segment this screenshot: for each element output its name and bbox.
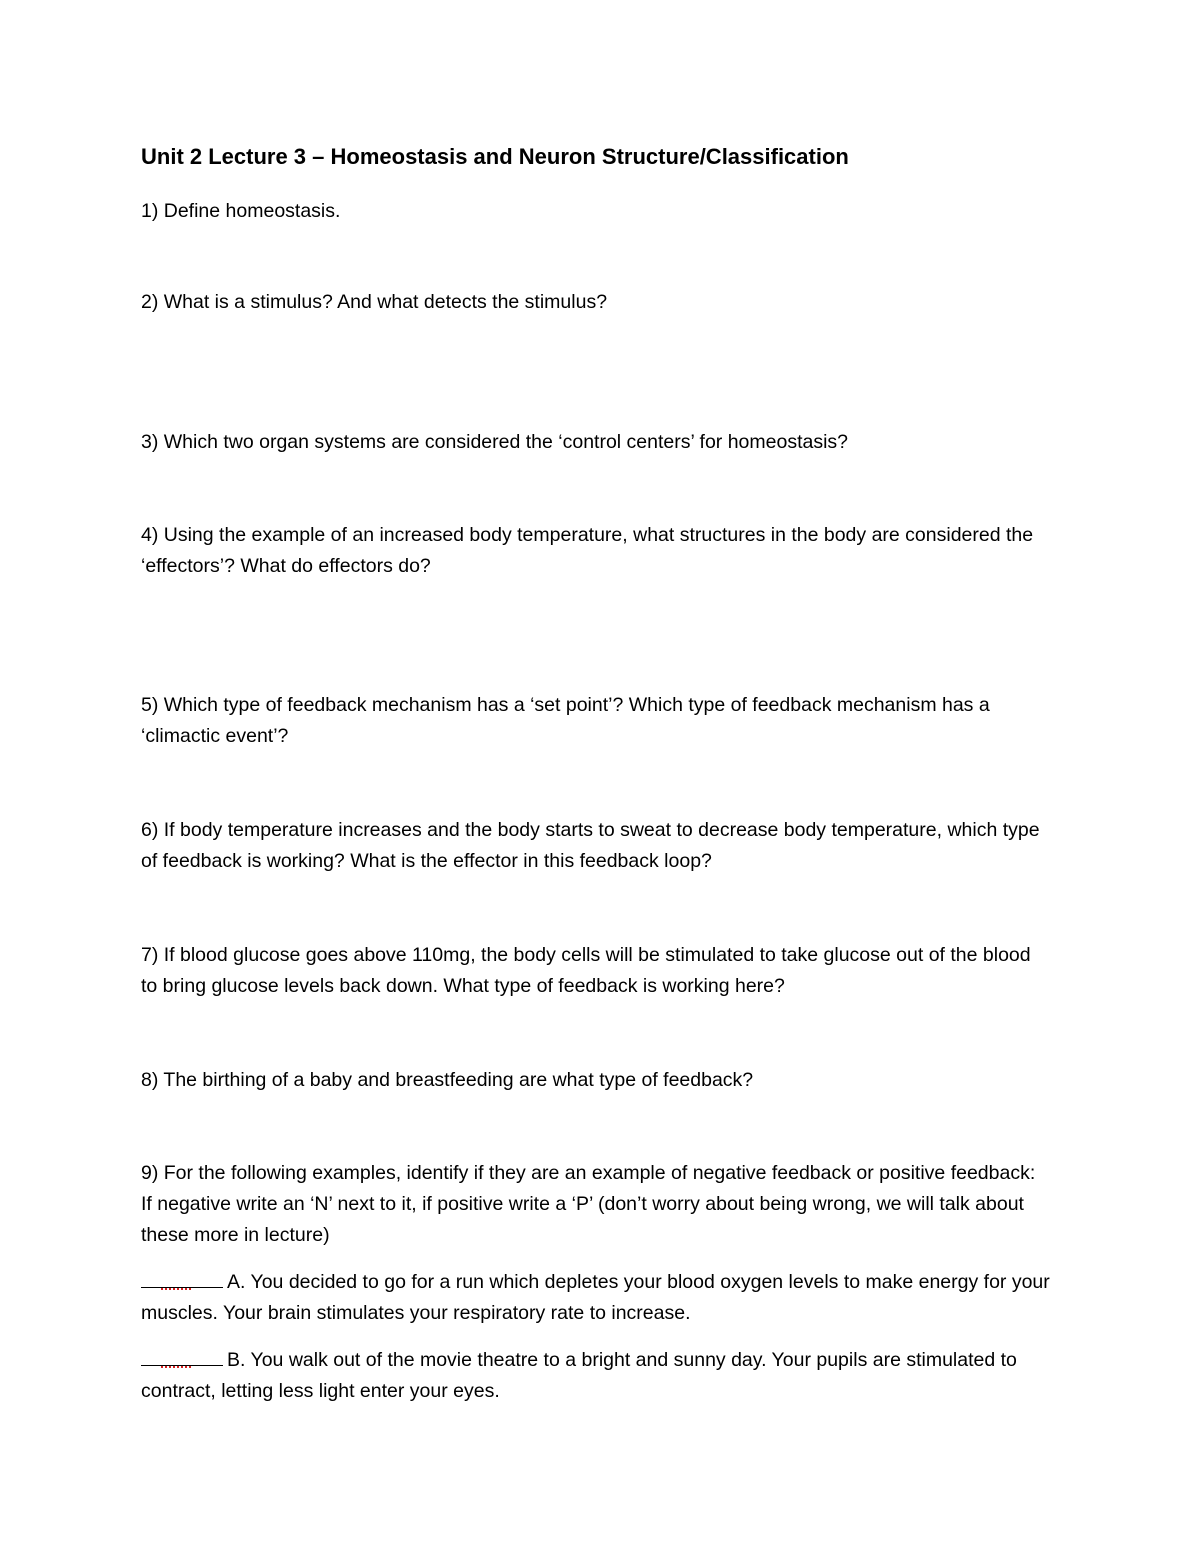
- example-b-text: B. You walk out of the movie theatre to a bright and sunny day. Your pupils are stimulated to contract, letting less light enter your eyes.: [141, 1349, 1017, 1402]
- question-8: 8) The birthing of a baby and breastfeeding are what type of feedback?: [141, 1069, 754, 1091]
- spellcheck-underline: [161, 1285, 191, 1290]
- page-title: Unit 2 Lecture 3 – Homeostasis and Neuron Structure/Classification: [141, 144, 849, 169]
- question-4: 4) Using the example of an increased body temperature, what structures in the body are considered the ‘effectors’? What do effectors do?: [141, 524, 1034, 577]
- question-9: 9) For the following examples, identify if they are an example of negative feedback or positive feedback: If negative write an ‘N’ next to it, if positive write a ‘P’ (don’t worry about being wrong, we will talk about these more in lecture): [141, 1162, 1036, 1246]
- spellcheck-underline: [161, 1363, 191, 1368]
- question-5: 5) Which type of feedback mechanism has a ‘set point’? Which type of feedback mechanism has a ‘climactic event’?: [141, 694, 990, 747]
- question-6: 6) If body temperature increases and the body starts to sweat to decrease body temperature, which type of feedback is working? What is the effector in this feedback loop?: [141, 819, 1040, 872]
- question-1: 1) Define homeostasis.: [141, 200, 341, 222]
- example-a-text: A. You decided to go for a run which depletes your blood oxygen levels to make energy for your muscles. Your brain stimulates your respiratory rate to increase.: [141, 1271, 1050, 1324]
- example-a: [141, 1267, 1051, 1329]
- question-2: 2) What is a stimulus? And what detects the stimulus?: [141, 291, 608, 313]
- question-3: 3) Which two organ systems are considered the ‘control centers’ for homeostasis?: [141, 431, 849, 453]
- answer-blank-a[interactable]: [141, 1269, 223, 1288]
- question-7: 7) If blood glucose goes above 110mg, the body cells will be stimulated to take glucose out of the blood to bring glucose levels back down. What type of feedback is working here?: [141, 944, 1031, 997]
- answer-blank-b[interactable]: [141, 1347, 223, 1366]
- example-b: [141, 1345, 1051, 1407]
